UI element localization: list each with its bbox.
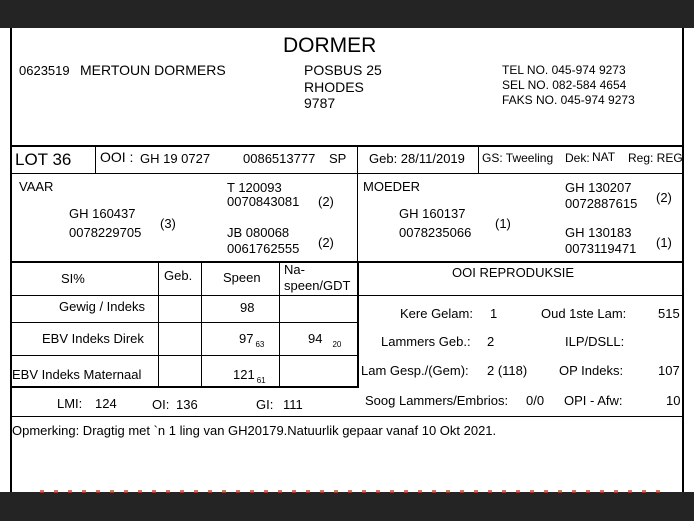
- vaar-id: GH 160437: [69, 206, 136, 221]
- sire-dam-id: JB 080068: [227, 225, 290, 240]
- sire-dam-number: 0061762555: [227, 241, 300, 256]
- sire-sire-id: T 120093: [227, 180, 282, 195]
- opi-value: 10: [666, 393, 681, 408]
- divider: [10, 295, 684, 296]
- lot-number: LOT 36: [15, 150, 72, 169]
- ooi-reproduksie-title: OOI REPRODUKSIE: [452, 265, 575, 280]
- ebv-direk-speen-accuracy: 63: [255, 340, 265, 349]
- ebv-direk-speen-value: 97: [239, 331, 254, 346]
- dek-label: Dek:: [565, 151, 590, 165]
- op-indeks-value: 107: [658, 363, 680, 378]
- dam-sire-count: (2): [656, 190, 672, 205]
- faks-number: FAKS NO. 045-974 9273: [502, 93, 635, 107]
- moeder-number: 0078235066: [399, 225, 472, 240]
- divider: [201, 261, 202, 386]
- vaar-number: 0078229705: [69, 225, 142, 240]
- gi-value: 111: [283, 397, 303, 412]
- dam-dam-id: GH 130183: [565, 225, 632, 240]
- sire-dam-count: (2): [318, 235, 334, 250]
- lmi-label: LMI:: [57, 396, 83, 411]
- opi-label: OPI - Afw:: [564, 393, 623, 408]
- divider: [357, 173, 358, 261]
- divider: [95, 145, 96, 173]
- si-header: SI%: [61, 271, 85, 286]
- sire-sire-number: 0070843081: [227, 194, 300, 209]
- divider: [10, 322, 357, 323]
- tel-number: TEL NO. 045-974 9273: [502, 63, 626, 77]
- oud-value: 515: [658, 306, 680, 321]
- dek-value: NAT: [592, 150, 616, 164]
- sel-number: SEL NO. 082-584 4654: [502, 78, 627, 92]
- divider: [158, 261, 159, 386]
- kere-gelam-label: Kere Gelam:: [400, 306, 473, 321]
- moeder-id: GH 160137: [399, 206, 466, 221]
- ebv-direk-naspeen: [308, 331, 342, 349]
- oud-label: Oud 1ste Lam:: [541, 306, 627, 321]
- moeder-count: (1): [495, 216, 511, 231]
- row-label-ebv-maternaal: EBV Indeks Maternaal: [12, 367, 142, 382]
- cut-off-text-strip: [40, 490, 660, 493]
- ooi-label: OOI :: [100, 149, 134, 165]
- gs-status: GS: Tweeling: [482, 151, 554, 165]
- bottom-dark-bar: [0, 492, 694, 521]
- op-indeks-label: OP Indeks:: [559, 363, 624, 378]
- divider: [357, 145, 358, 173]
- breed-title: DORMER: [283, 34, 377, 57]
- divider: [10, 416, 684, 417]
- top-dark-bar: [0, 0, 694, 28]
- divider: [478, 145, 479, 173]
- lammers-geb-value: 2: [487, 334, 495, 349]
- ebv-maternaal-speen: [233, 367, 266, 385]
- divider: [10, 145, 684, 147]
- ebv-direk-naspeen-accuracy: 20: [332, 340, 342, 349]
- divider: [357, 261, 359, 387]
- dam-dam-count: (1): [656, 235, 672, 250]
- address-line-2: RHODES: [304, 79, 364, 95]
- ebv-direk-naspeen-value: 94: [308, 331, 323, 346]
- speen-header: Speen: [223, 270, 261, 285]
- divider: [279, 261, 280, 386]
- divider: [10, 173, 684, 174]
- row-label-ebv-direk: EBV Indeks Direk: [42, 331, 144, 346]
- soog-value: 0/0: [526, 393, 545, 408]
- soog-label: Soog Lammers/Embrios:: [365, 393, 509, 408]
- birth-date: Geb: 28/11/2019: [369, 151, 465, 166]
- dam-sire-number: 0072887615: [565, 196, 638, 211]
- vaar-count: (3): [160, 216, 176, 231]
- geb-header: Geb.: [164, 268, 193, 283]
- moeder-label: MOEDER: [363, 179, 421, 194]
- lam-gesp-label: Lam Gesp./(Gem):: [361, 363, 469, 378]
- lmi-value: 124: [95, 396, 117, 411]
- gewig-speen: 98: [240, 300, 255, 315]
- address-line-1: POSBUS 25: [304, 62, 382, 78]
- dam-sire-id: GH 130207: [565, 180, 632, 195]
- gi-label: GI:: [256, 397, 274, 412]
- divider: [10, 386, 359, 388]
- lammers-geb-label: Lammers Geb.:: [381, 334, 471, 349]
- ebv-direk-speen: [239, 331, 265, 349]
- dam-dam-number: 0073119471: [565, 241, 637, 256]
- ilp-label: ILP/DSLL:: [565, 334, 625, 349]
- ooi-id: GH 19 0727: [140, 151, 211, 166]
- owner-name: MERTOUN DORMERS: [80, 62, 226, 78]
- ebv-maternaal-speen-value: 121: [233, 367, 255, 382]
- oi-label: OI:: [152, 397, 170, 412]
- ebv-maternaal-speen-accuracy: 61: [256, 376, 266, 385]
- address-line-3: 9787: [304, 95, 336, 111]
- kere-gelam-value: 1: [490, 306, 498, 321]
- vaar-label: VAAR: [19, 179, 54, 194]
- naspeen-header-1: Na-: [284, 262, 305, 277]
- divider: [10, 355, 357, 356]
- opmerking-text: Opmerking: Dragtig met `n 1 ling van GH20179.Natuurlik gepaar vanaf 10 Okt 2021.: [12, 423, 497, 438]
- row-label-gewig: Gewig / Indeks: [59, 299, 145, 314]
- divider: [10, 261, 684, 263]
- ooi-number: 0086513777: [243, 151, 316, 166]
- reg-status: Reg: REG: [628, 151, 683, 165]
- sire-sire-count: (2): [318, 194, 334, 209]
- naspeen-header-2: speen/GDT: [284, 278, 351, 293]
- owner-id: 0623519: [19, 63, 70, 78]
- ooi-code: SP: [329, 151, 347, 166]
- lam-gesp-value: 2 (118): [487, 363, 528, 378]
- oi-value: 136: [176, 397, 198, 412]
